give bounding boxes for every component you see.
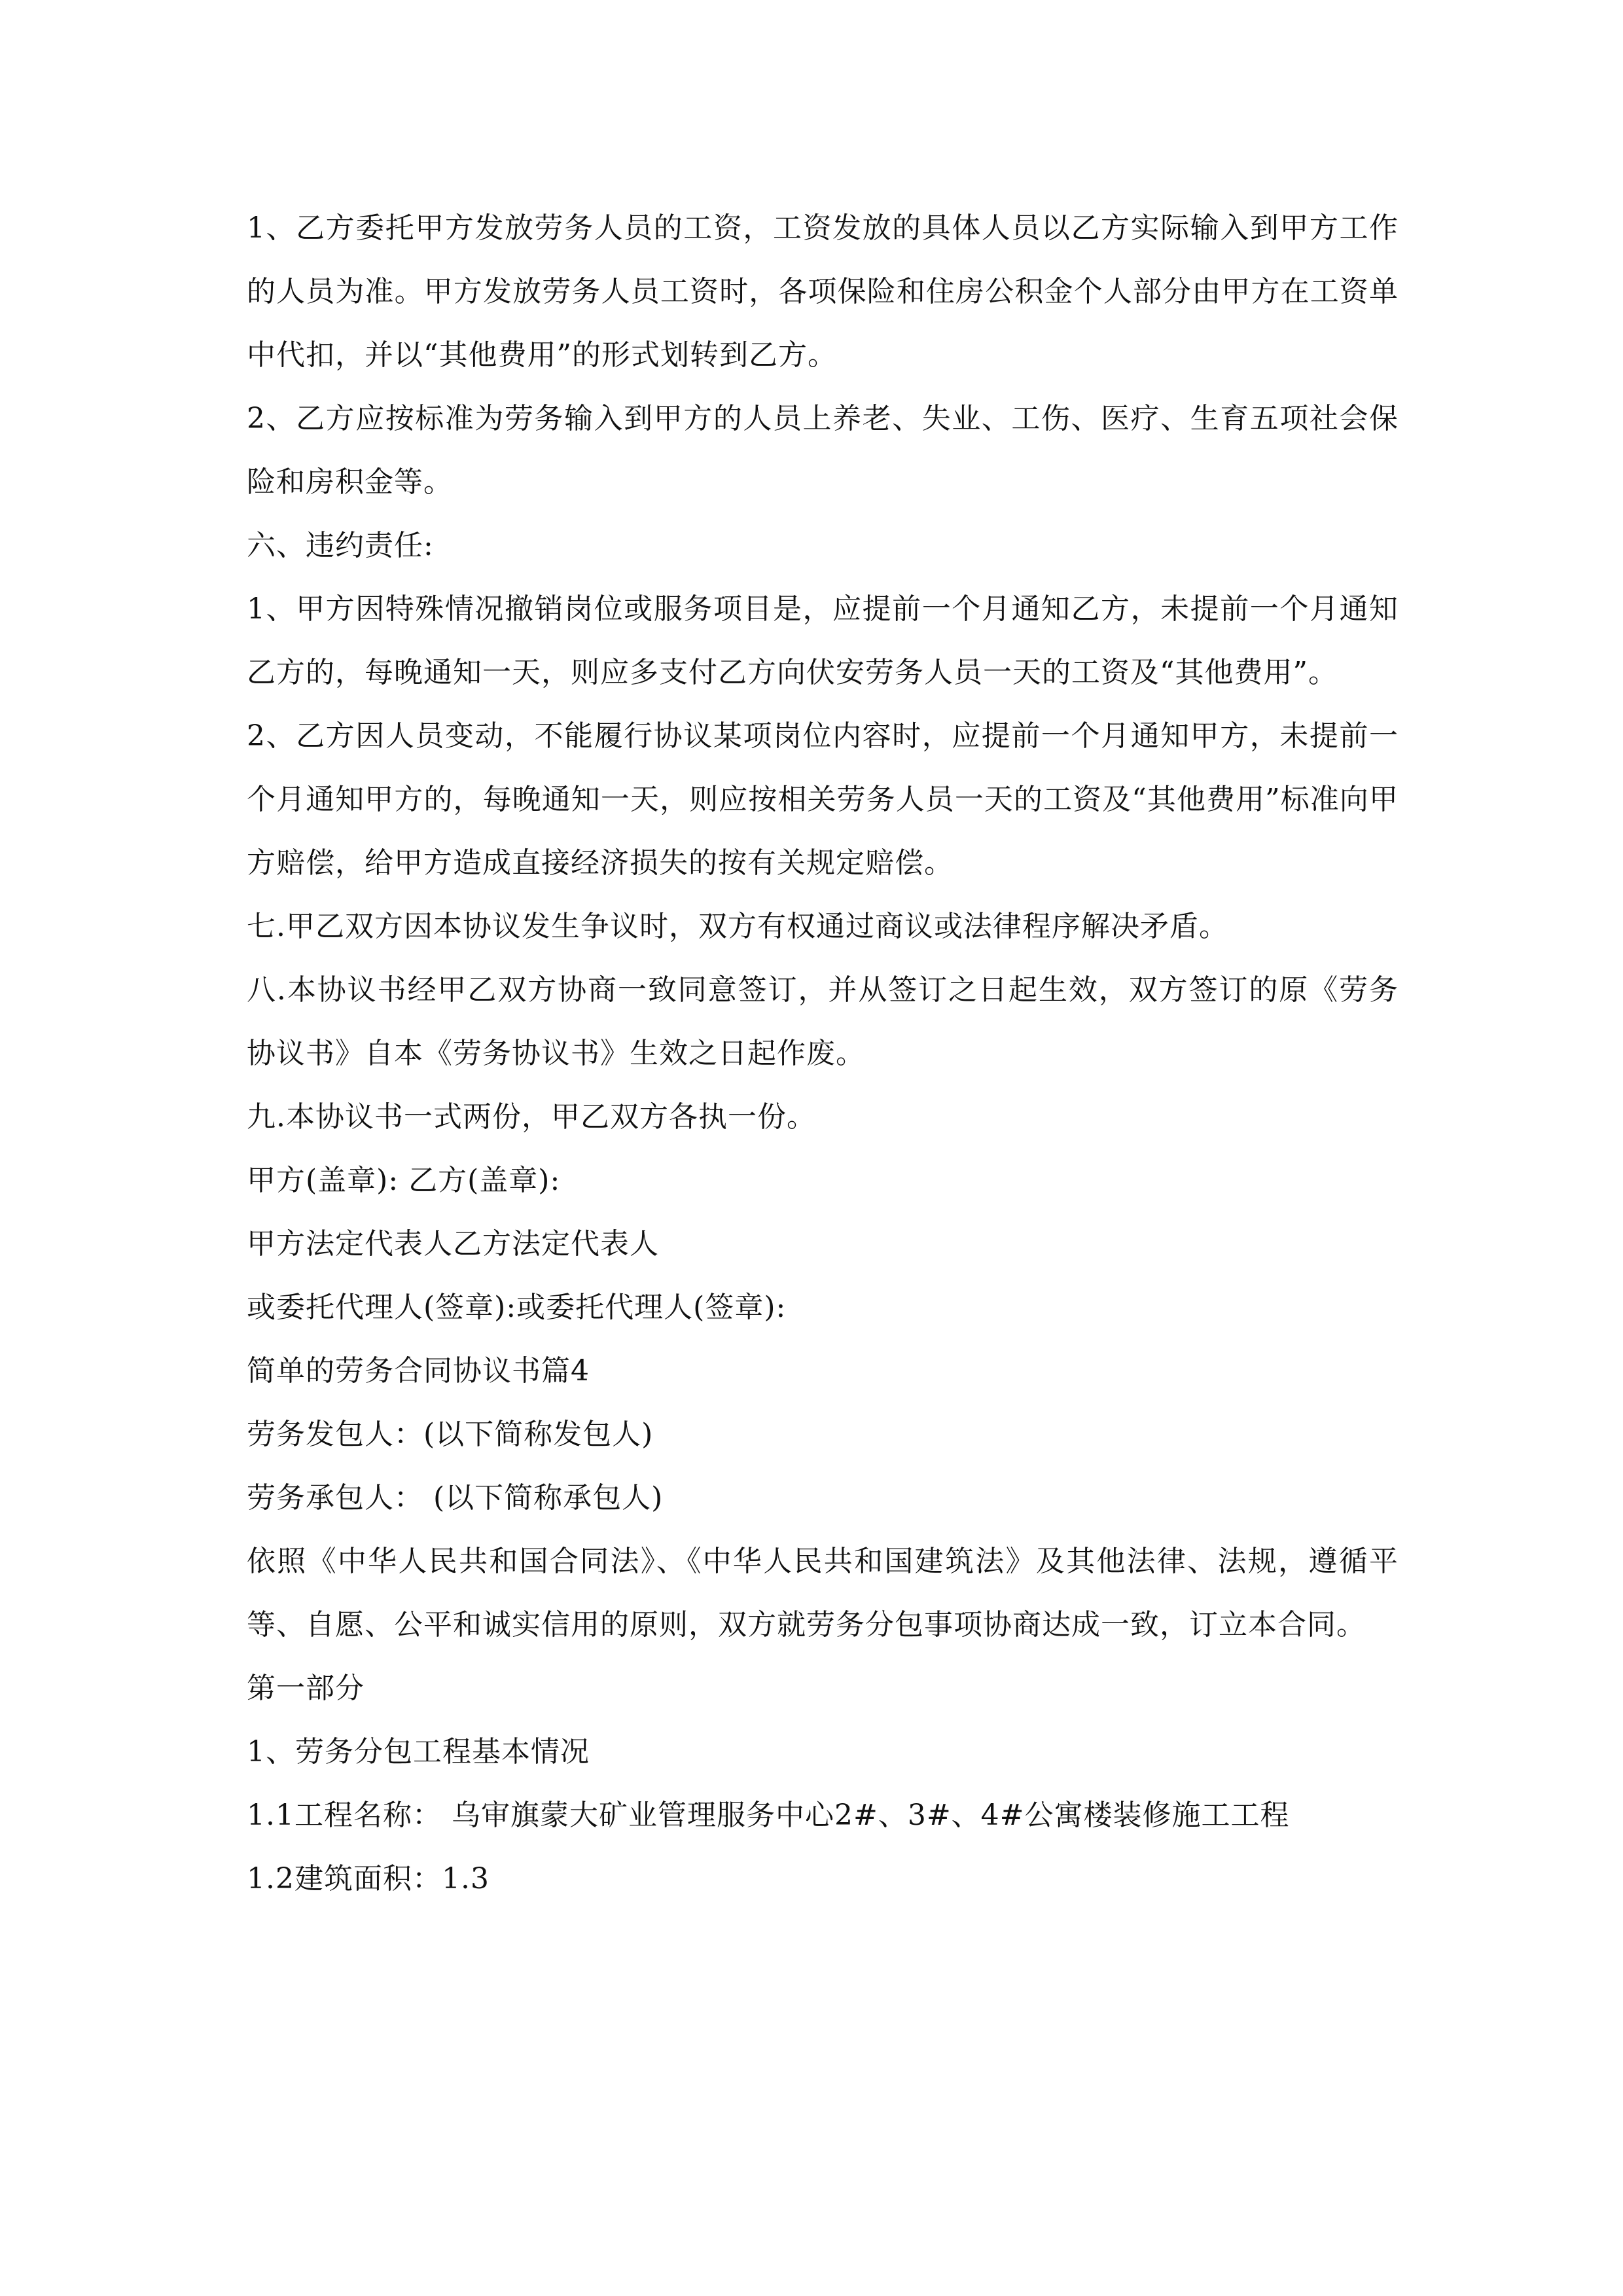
signature-seal-line: 甲方(盖章): 乙方(盖章): bbox=[247, 1164, 561, 1197]
project-name-line: 1.1工程名称： 乌审旗蒙大矿业管理服务中心2#、3#、4#公寓楼装修施工工程 bbox=[247, 1799, 1290, 1832]
paragraph-legal-basis: 依照《中华人民共和国合同法》、《中华人民共和国建筑法》及其他法律、法规，遵循平等、自愿、公平和诚实信用的原则，双方就劳务分包事项协商达成一致，订立本合同。 bbox=[247, 1545, 1399, 1641]
document-body bbox=[247, 196, 1399, 1910]
part-one-heading: 第一部分 bbox=[247, 1672, 365, 1705]
paragraph-party-a-cancellation: 1、甲方因特殊情况撤销岗位或服务项目是，应提前一个月通知乙方，未提前一个月通知乙方的，每晚通知一天，则应多支付乙方向伏安劳务人员一天的工资及“其他费用”。 bbox=[247, 592, 1399, 689]
contract-section-title: 简单的劳务合同协议书篇4 bbox=[247, 1354, 590, 1388]
paragraph-party-b-personnel-change: 2、乙方因人员变动，不能履行协议某项岗位内容时，应提前一个月通知甲方，未提前一个月通知甲方的，每晚通知一天，则应按相关劳务人员一天的工资及“其他费用”标准向甲方赔偿，给甲方造成直接经济损失的按有关规定赔偿。 bbox=[247, 719, 1399, 880]
contractor-line: 劳务发包人：(以下简称发包人) bbox=[247, 1418, 654, 1451]
signature-representative-line: 甲方法定代表人乙方法定代表人 bbox=[247, 1227, 659, 1261]
building-area-line: 1.2建筑面积：1.3 bbox=[247, 1862, 490, 1895]
paragraph-salary-payment: 1、乙方委托甲方发放劳务人员的工资，工资发放的具体人员以乙方实际输入到甲方工作的人员为准。甲方发放劳务人员工资时，各项保险和住房公积金个人部分由甲方在工资单中代扣，并以“其他费用”的形式划转到乙方。 bbox=[247, 211, 1399, 372]
project-overview-heading: 1、劳务分包工程基本情况 bbox=[247, 1735, 590, 1768]
subcontractor-line: 劳务承包人： (以下简称承包人) bbox=[247, 1481, 664, 1515]
signature-agent-line: 或委托代理人(签章):或委托代理人(签章): bbox=[247, 1291, 787, 1324]
section-heading-liability: 六、违约责任: bbox=[247, 529, 434, 562]
paragraph-social-insurance: 2、乙方应按标准为劳务输入到甲方的人员上养老、失业、工伤、医疗、生育五项社会保险和房积金等。 bbox=[247, 402, 1399, 499]
paragraph-copies: 九.本协议书一式两份，甲乙双方各执一份。 bbox=[247, 1100, 816, 1134]
paragraph-effective-date: 八.本协议书经甲乙双方协商一致同意签订，并从签订之日起生效，双方签订的原《劳务协议书》自本《劳务协议书》生效之日起作废。 bbox=[247, 973, 1399, 1070]
paragraph-dispute-resolution: 七.甲乙双方因本协议发生争议时，双方有权通过商议或法律程序解决矛盾。 bbox=[247, 910, 1228, 943]
